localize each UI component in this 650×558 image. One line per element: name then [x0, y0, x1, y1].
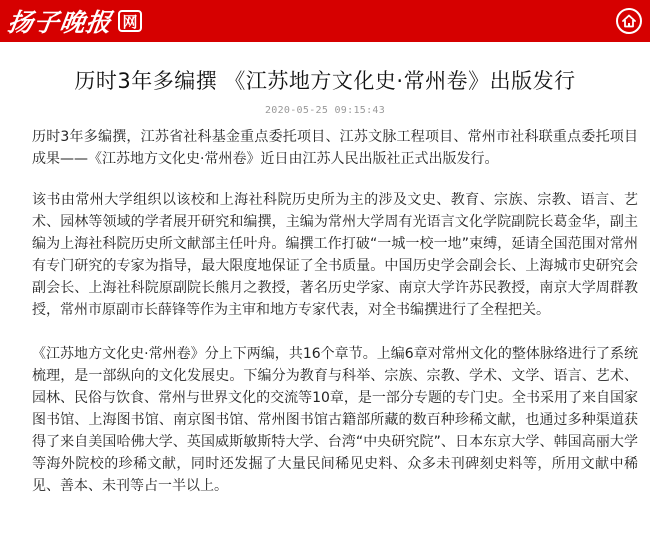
article-body: [0, 126, 650, 497]
article-timestamp: 2020-05-25 09:15:43: [264, 105, 386, 116]
article-paragraph: 历时3年多编撰，江苏省社科基金重点委托项目、江苏文脉工程项目、常州市社科联重点委托项目成果——《江苏地方文化史·常州卷》近日由江苏人民出版社正式出版发行。: [32, 129, 638, 167]
logo-badge: 网: [118, 10, 142, 32]
article-title: 历时3年多编撰 《江苏地方文化史·常州卷》出版发行: [74, 69, 576, 93]
home-icon: [622, 14, 636, 28]
article-paragraph: 该书由常州大学组织以该校和上海社科院历史所为主的涉及文史、教育、宗族、宗教、语言、艺术、园林等领域的学者展开研究和编撰，主编为常州大学周有光语言文化学院副院长葛金华，副主编为上海社科院历史所文献部主任叶舟。编撰工作打破“一城一校一地”束缚，延请全国范围对常州有专门研究的专家为指导，最大限度地保证了全书质量。中国历史学会副会长、上海城市史研究会副会长、上海社科院原副院长熊月之教授，著名历史学家、南京大学许苏民教授，南京大学周群教授，常州市原副市长薛锋等作为主审和地方专家代表，对全书编撰进行了全程把关。: [32, 192, 638, 318]
site-header: [0, 0, 650, 42]
logo-text: 扬子晚报: [5, 8, 114, 37]
article-paragraph: 《江苏地方文化史·常州卷》分上下两编，共16个章节。上编6章对常州文化的整体脉络进行了系统梳理，是一部纵向的文化发展史。下编分为教育与科举、宗族、宗教、学术、文学、语言、艺术、园林、民俗与饮食、常州与世界文化的交流等10章，是一部分专题的专门史。全书采用了来自国家图书馆、上海图书馆、南京图书馆、常州图书馆古籍部所藏的数百种珍稀文献，也通过多种渠道获得了来自美国哈佛大学、英国威斯敏斯特大学、台湾“中央研究院”、日本东京大学、韩国高丽大学等海外院校的珍稀文献，同时还发掘了大量民间稀见史料、众多未刊碑刻史料等，所用文献中稀见、善本、未刊等占一半以上。: [32, 346, 638, 494]
site-logo[interactable]: [5, 5, 142, 37]
home-button[interactable]: [616, 8, 642, 34]
